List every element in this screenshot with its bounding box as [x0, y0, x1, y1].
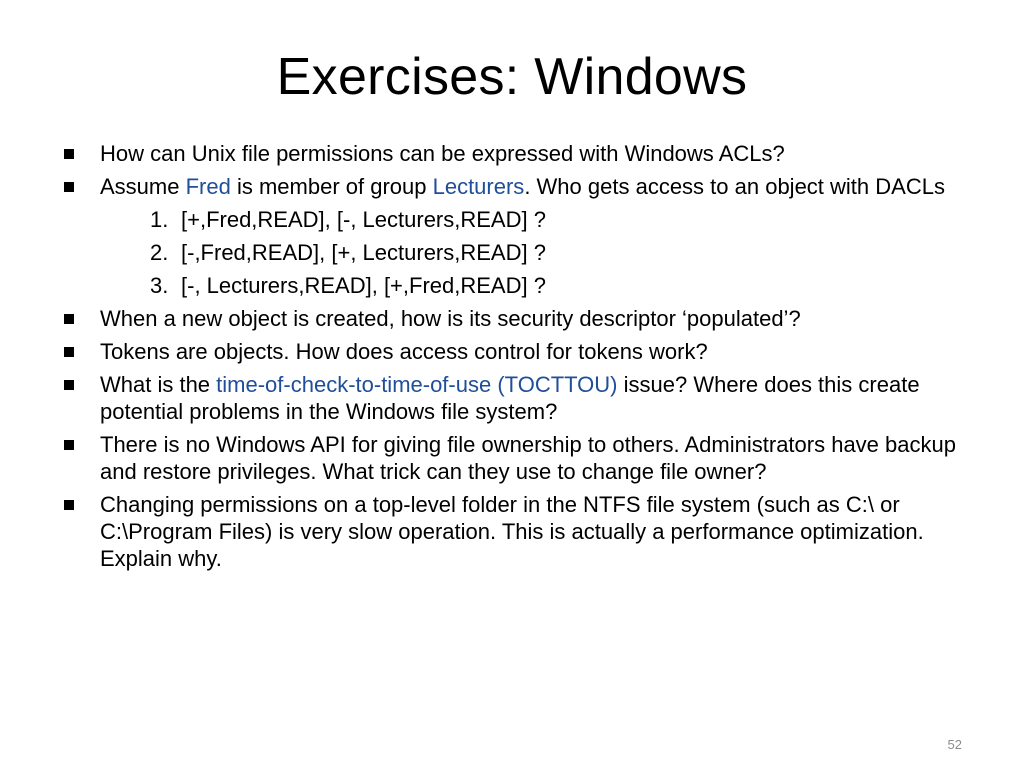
item-text: [-,Fred,READ], [+, Lecturers,READ] ? [181, 240, 546, 265]
numbered-item [100, 272, 967, 299]
bullet-text: Tokens are objects. How does access control for tokens work? [100, 339, 708, 364]
highlight-tocttou: time-of-check-to-time-of-use (TOCTTOU) [216, 372, 618, 397]
bullet-item-tocttou [62, 371, 967, 425]
bullet-item-fred-lecturers [62, 173, 967, 299]
bullet-item-file-ownership [62, 431, 967, 485]
highlight-lecturers: Lecturers [432, 174, 525, 199]
square-bullet-icon [64, 149, 74, 159]
bullet-text-part: Assume [100, 174, 186, 199]
bullet-item-tokens [62, 338, 967, 365]
item-text: [-, Lecturers,READ], [+,Fred,READ] ? [181, 273, 546, 298]
item-number: 1. [150, 207, 169, 232]
bullet-text-part: issue? Where does this create potential problems in the Windows file system? [100, 372, 920, 424]
dacl-numbered-list [100, 206, 967, 299]
square-bullet-icon [64, 500, 74, 510]
item-number: 3. [150, 273, 169, 298]
bullet-text [100, 174, 945, 199]
square-bullet-icon [64, 380, 74, 390]
numbered-item [100, 239, 967, 266]
bullet-text [100, 372, 920, 424]
bullet-text: Changing permissions on a top-level folder in the NTFS file system (such as C:\ or C:\Program Files) is very slow operation. This is actually a performance optimization. Explain why. [100, 492, 924, 571]
item-text: [+,Fred,READ], [-, Lecturers,READ] ? [181, 207, 546, 232]
bullet-text-part: What is the [100, 372, 217, 397]
bullet-item-unix-permissions [62, 140, 967, 167]
bullet-text-part: . Who gets access to an object with DACLs [524, 174, 945, 199]
slide-title: Exercises: Windows [276, 48, 748, 106]
square-bullet-icon [64, 440, 74, 450]
slide-page-number: 52 [947, 737, 962, 752]
square-bullet-icon [64, 314, 74, 324]
item-number: 2. [150, 240, 169, 265]
bullet-item-ntfs-permissions [62, 491, 967, 572]
bullet-item-security-descriptor [62, 305, 967, 332]
bullet-list [62, 140, 967, 578]
bullet-text: How can Unix file permissions can be expressed with Windows ACLs? [100, 141, 785, 166]
bullet-text: When a new object is created, how is its security descriptor ‘populated’? [100, 306, 801, 331]
numbered-item [100, 206, 967, 233]
highlight-fred: Fred [185, 174, 231, 199]
bullet-text-part: is member of group [230, 174, 433, 199]
square-bullet-icon [64, 347, 74, 357]
square-bullet-icon [64, 182, 74, 192]
bullet-text: There is no Windows API for giving file ownership to others. Administrators have backup and restore privileges. What trick can they use to change file owner? [100, 432, 956, 484]
